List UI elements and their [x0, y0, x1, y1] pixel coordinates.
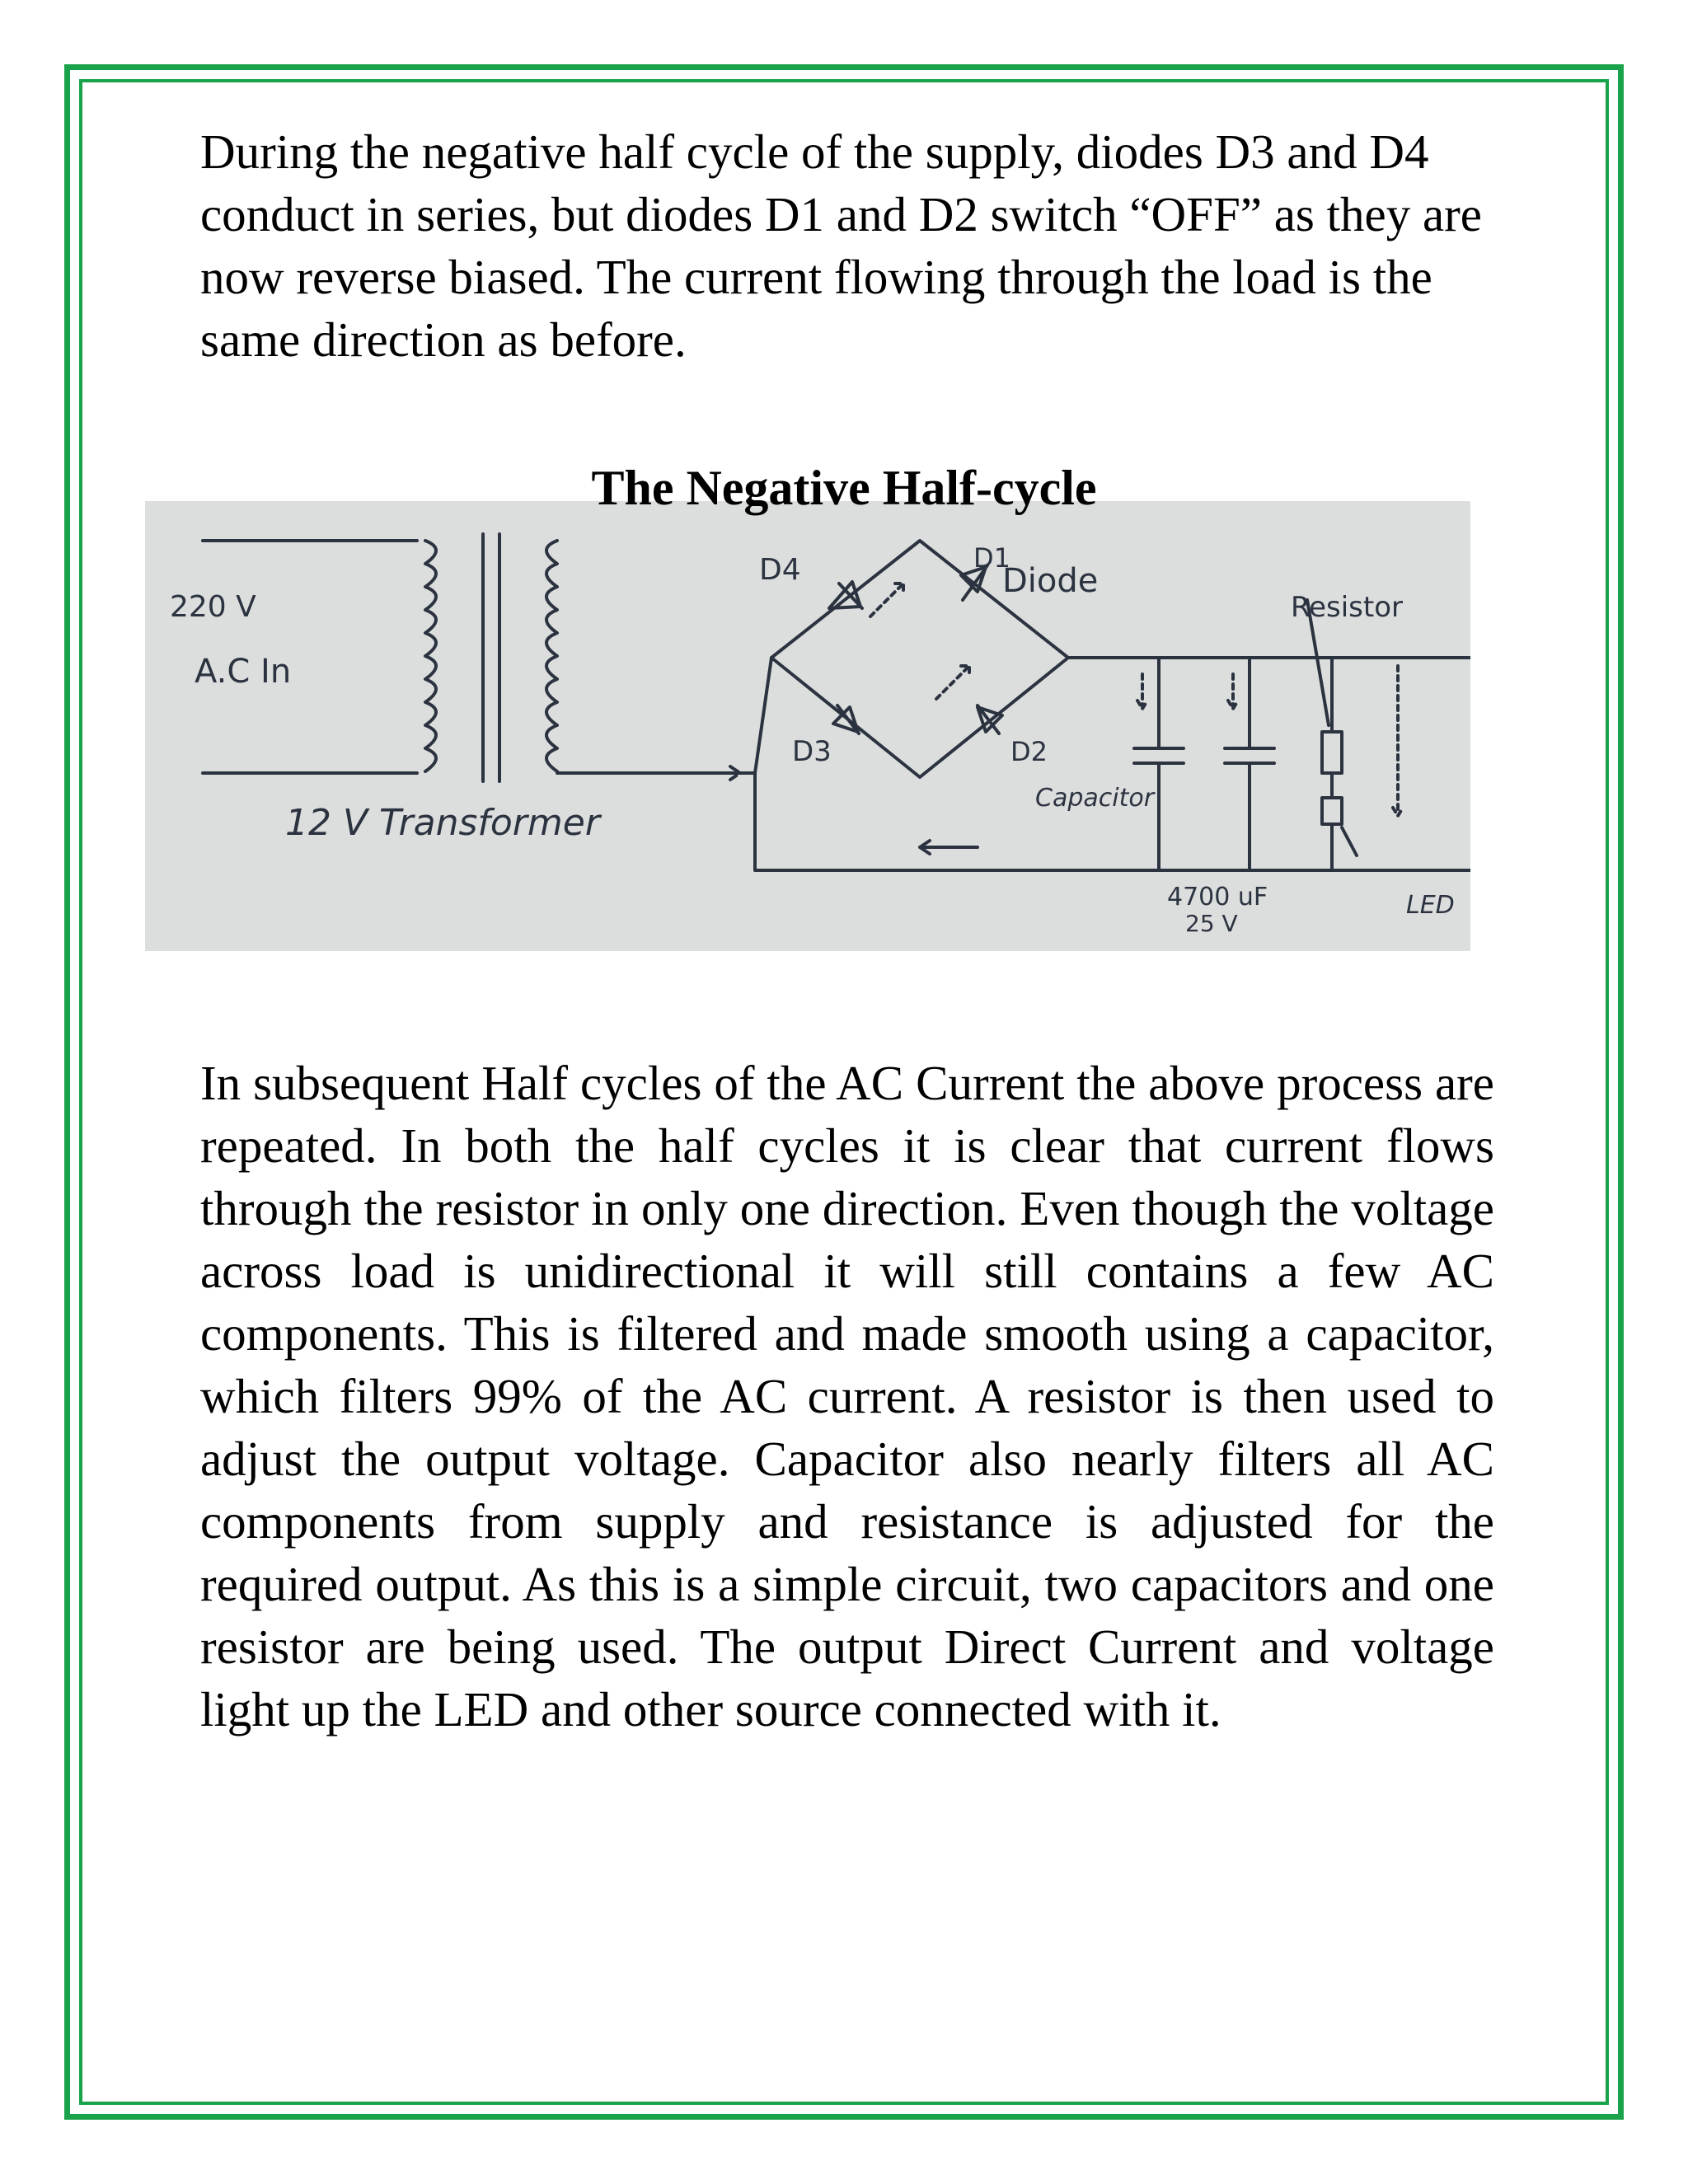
label-capacitance: 4700 uF — [1167, 883, 1268, 912]
label-led: LED — [1406, 891, 1455, 920]
figure-caption: The Negative Half-cycle — [591, 461, 1097, 515]
label-input-voltage: 220 V — [170, 590, 256, 624]
label-d2: D2 — [1010, 736, 1048, 767]
current-arrow-d4 — [870, 583, 903, 616]
primary-coil — [425, 541, 436, 771]
label-transformer: 12 V Transformer — [285, 802, 600, 844]
circuit-photo — [145, 501, 1470, 951]
resistor-body — [1322, 732, 1342, 773]
label-cap-voltage: 25 V — [1185, 910, 1238, 937]
led-pointer — [1342, 827, 1357, 855]
current-arrow-secondary — [673, 766, 740, 780]
label-d3: D3 — [792, 735, 832, 768]
paragraph-subsequent-half-cycles: In subsequent Half cycles of the AC Current the above process are repeated. In both the half cycles it is clear that current flows through the resistor in only one direction. Even though the voltage across load is unidirectional it will still contains a few AC components. This is filtered and made smooth using a capacitor, which filters 99% of the AC current. A resistor is then used to adjust the output voltage. Capacitor also nearly filters all AC components from supply and resistance is adjusted for the required output. As this is a simple circuit, two capacitors and one resistor are being used. The output Direct Current and voltage light up the LED and other source connected with it. — [200, 1056, 1494, 1736]
secondary-coil — [546, 541, 557, 771]
label-resistor: Resistor — [1291, 591, 1403, 624]
bridge-rectifier-diagram — [145, 501, 1470, 951]
label-d1: D1 — [973, 542, 1010, 574]
label-input-type: A.C In — [195, 653, 292, 691]
label-d4: D4 — [759, 553, 801, 587]
current-arrow-d2 — [936, 666, 969, 699]
transformer-core — [483, 534, 499, 781]
led-body — [1322, 798, 1342, 824]
paragraph-negative-half-cycle: During the negative half cycle of the supply, diodes D3 and D4 conduct in series, but diodes D1 and D2 switch “OFF” as they are now reverse biased. The current flowing through the load is the same direction as before. — [200, 124, 1482, 367]
current-arrow-cap1 — [1137, 674, 1147, 709]
label-capacitor: Capacitor — [1035, 784, 1155, 813]
secondary-wire — [557, 658, 771, 773]
label-diode: Diode — [1002, 562, 1099, 600]
current-arrow-load — [1393, 666, 1403, 816]
diode-d4 — [829, 582, 862, 608]
current-arrow-cap2 — [1228, 674, 1238, 709]
current-arrow-bottom — [920, 841, 978, 854]
